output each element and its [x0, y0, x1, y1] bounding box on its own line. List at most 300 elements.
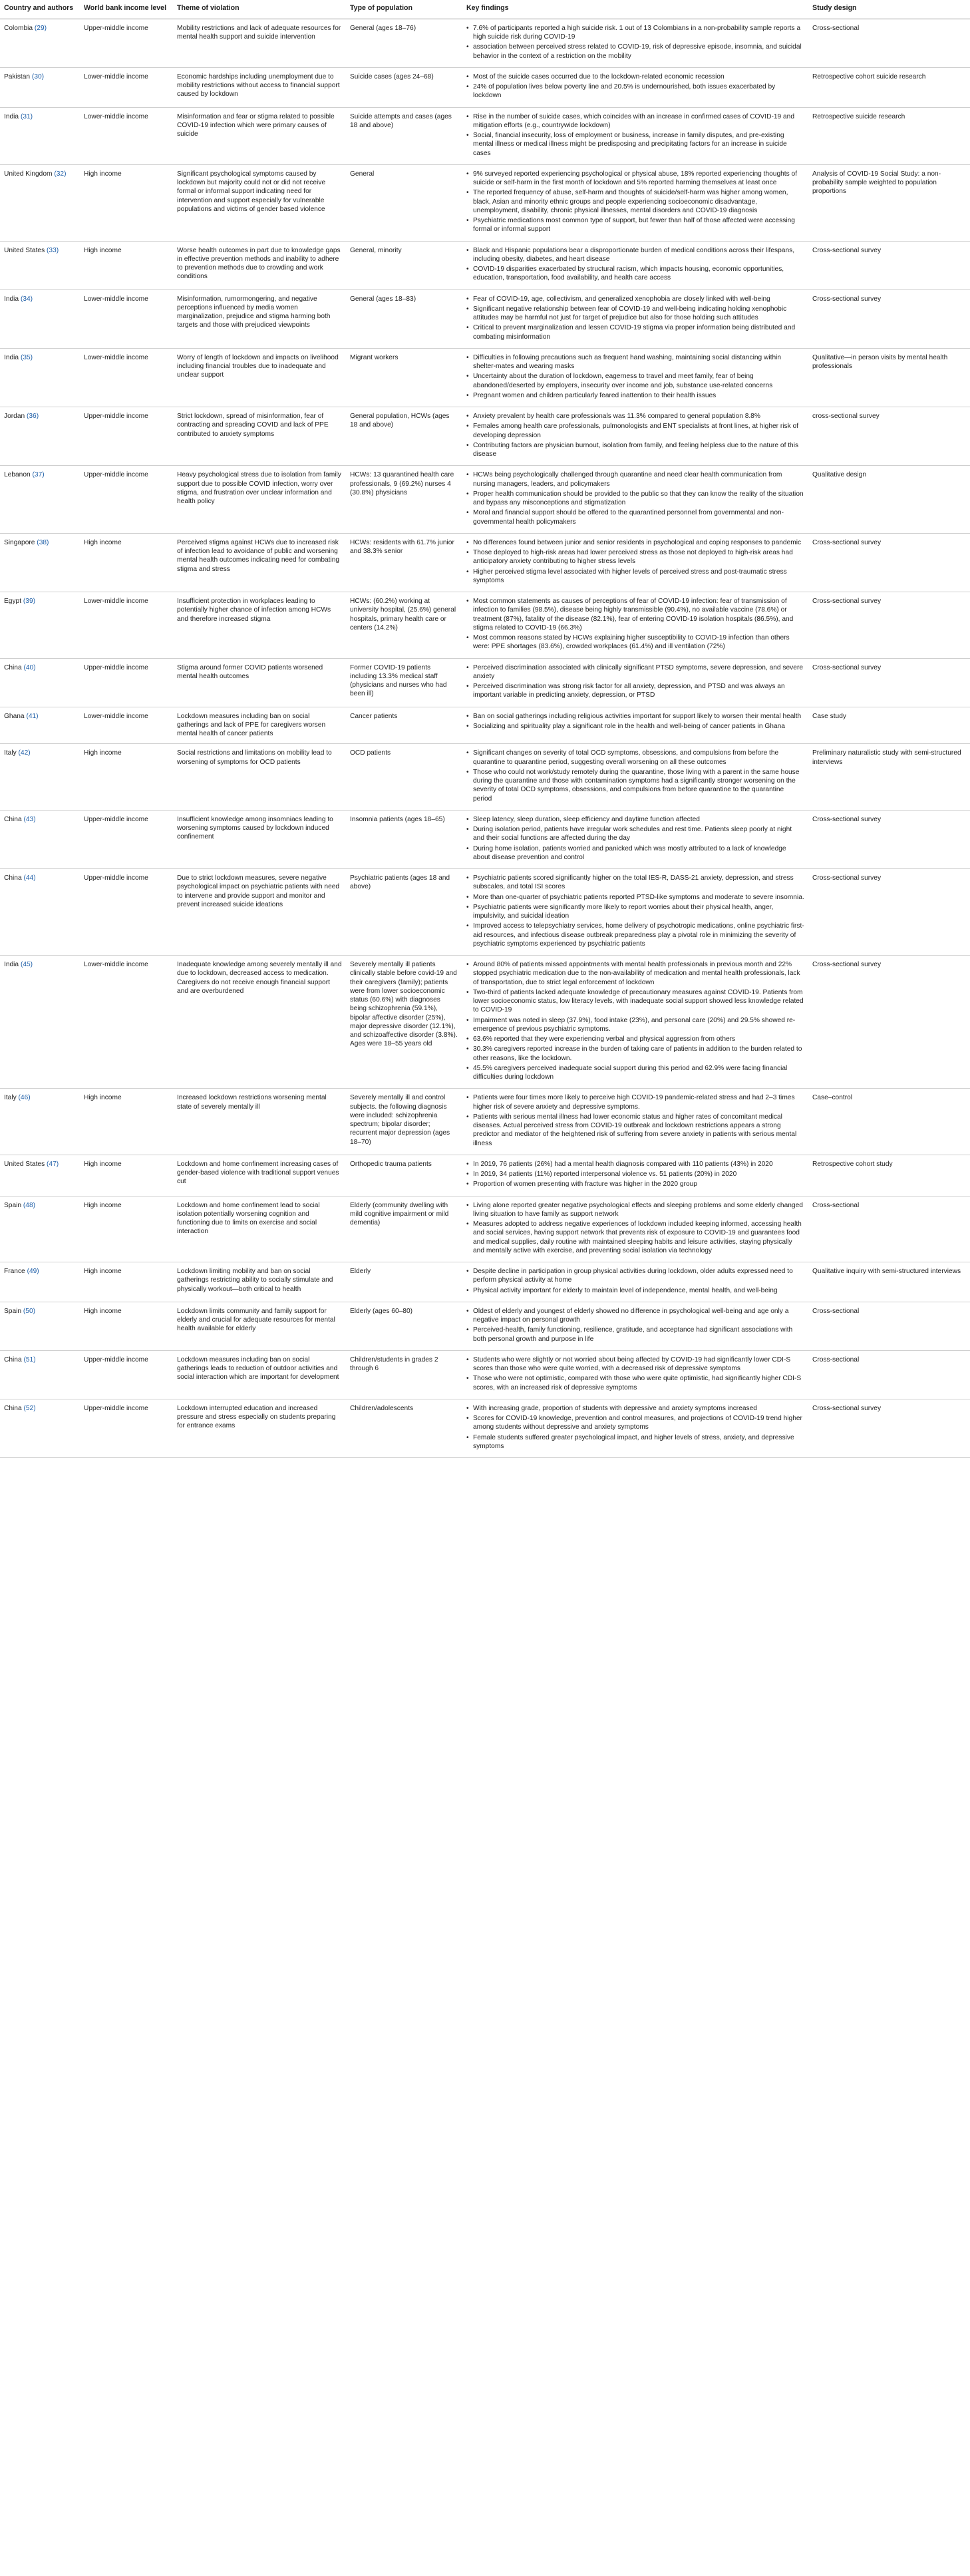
finding-item: • Patients were four times more likely to perceive high COVID-19 pandemic-related stress and had 2–3 times higher risk of severe anxiety and depressive symptoms. — [466, 1093, 804, 1111]
finding-item: • Contributing factors are physician burnout, isolation from family, and feeling helpless due to the nature of this disease — [466, 441, 804, 459]
finding-item: • Perceived-health, family functioning, resilience, gratitude, and acceptance had significant associations with both personal growth and purpose in life — [466, 1326, 804, 1344]
country-cell — [0, 1350, 80, 1399]
country-name: United States — [4, 246, 45, 254]
reference-link[interactable]: (33) — [47, 246, 59, 254]
country-cell — [0, 107, 80, 164]
population-cell: General — [346, 164, 462, 241]
reference-link[interactable]: (30) — [31, 73, 45, 81]
population-cell: Suicide cases (ages 24–68) — [346, 67, 462, 107]
table-row — [0, 164, 970, 241]
study-design-cell: Case study — [808, 707, 970, 744]
income-level-cell: High income — [80, 1155, 173, 1196]
table-row — [0, 407, 970, 466]
finding-item: • Two-third of patients lacked adequate knowledge of precautionary measures against COVID-19. Patients from lower socioeconomic status, low literacy levels, with inadequate social support showed less knowledge related to COVID-19 — [466, 988, 804, 1015]
country-name: Singapore — [4, 538, 35, 546]
finding-item: • Pregnant women and children particularly feared inattention to their health issues — [466, 391, 804, 400]
reference-link[interactable]: (34) — [20, 295, 33, 303]
header-design: Study design — [808, 0, 970, 19]
key-findings-cell — [462, 533, 808, 592]
key-findings-list — [466, 597, 804, 651]
study-design-cell: Cross-sectional survey — [808, 241, 970, 289]
finding-item: • Most of the suicide cases occurred due to the lockdown-related economic recession — [466, 73, 804, 81]
table-row — [0, 810, 970, 868]
key-findings-cell — [462, 466, 808, 534]
finding-item: • More than one-quarter of psychiatric patients reported PTSD-like symptoms and moderate to severe insomnia. — [466, 893, 804, 902]
finding-item: • 24% of population lives below poverty line and 20.5% is undernourished, both issues exacerbated by lockdown — [466, 83, 804, 100]
table-row — [0, 1089, 970, 1155]
finding-item: • Physical activity important for elderly to maintain level of independence, mental health, and well-being — [466, 1286, 804, 1295]
theme-cell: Worse health outcomes in part due to knowledge gaps in effective prevention methods and inability to adhere to prevention methods due to crowding and work conditions — [173, 241, 346, 289]
country-cell — [0, 1302, 80, 1350]
reference-link[interactable]: (44) — [23, 874, 36, 882]
theme-cell: Heavy psychological stress due to isolation from family support due to possible COVID infection, worry over stigma, and frustration over unclear information and health policy — [173, 466, 346, 534]
table-row — [0, 1196, 970, 1262]
income-level-cell: High income — [80, 744, 173, 811]
finding-item: • Living alone reported greater negative psychological effects and sleeping problems and some elderly changed living situation to have family as support network — [466, 1201, 804, 1219]
finding-item: • Impairment was noted in sleep (37.9%), food intake (23%), and personal care (20%) and 29.5% showed re-emergence of previous psychiatric symptoms. — [466, 1016, 804, 1034]
study-design-cell: Cross-sectional survey — [808, 592, 970, 659]
study-design-cell: Cross-sectional survey — [808, 533, 970, 592]
finding-item: • Proper health communication should be provided to the public so that they can know the reality of the situation and bypass any misconceptions and stigmatization — [466, 490, 804, 508]
key-findings-cell — [462, 869, 808, 956]
key-findings-cell — [462, 1302, 808, 1350]
study-design-cell: Cross-sectional survey — [808, 869, 970, 956]
theme-cell: Lockdown measures including ban on social gatherings leads to reduction of outdoor activities and social interaction which are important for development — [173, 1350, 346, 1399]
key-findings-list — [466, 470, 804, 526]
theme-cell: Lockdown and home confinement increasing cases of gender-based violence with traditional support venues cut — [173, 1155, 346, 1196]
finding-item: • With increasing grade, proportion of students with depressive and anxiety symptoms increased — [466, 1404, 804, 1413]
finding-item: • Oldest of elderly and youngest of elderly showed no difference in psychological well-being and age only a negative impact on personal growth — [466, 1307, 804, 1325]
reference-link[interactable]: (50) — [23, 1307, 36, 1315]
study-design-cell: Cross-sectional survey — [808, 810, 970, 868]
key-findings-list — [466, 412, 804, 459]
theme-cell: Misinformation, rumormongering, and negative perceptions influenced by media women marginalization, prejudice and stigma harming both targets and those with prejudiced viewpoints — [173, 289, 346, 348]
study-design-cell: cross-sectional survey — [808, 407, 970, 466]
population-cell: Elderly (community dwelling with mild cognitive impairment or mild dementia) — [346, 1196, 462, 1262]
finding-item: • Sleep latency, sleep duration, sleep efficiency and daytime function affected — [466, 815, 804, 824]
population-cell: General (ages 18–83) — [346, 289, 462, 348]
income-level-cell: Upper-middle income — [80, 19, 173, 67]
key-findings-list — [466, 1201, 804, 1256]
population-cell: Severely mentally ill and control subjects. the following diagnosis were included: schizophrenia spectrum; bipolar disorder; recurrent major depression (ages 18–70) — [346, 1089, 462, 1155]
study-design-cell: Cross-sectional survey — [808, 658, 970, 707]
population-cell: Former COVID-19 patients including 13.3% medical staff (physicians and nurses who had been ill) — [346, 658, 462, 707]
finding-item: • Psychiatric patients scored significantly higher on the total IES-R, DASS-21 anxiety, depression, and stress subscales, and total ISI scores — [466, 874, 804, 892]
reference-link[interactable]: (40) — [23, 663, 36, 671]
key-findings-list — [466, 663, 804, 700]
finding-item: • Black and Hispanic populations bear a disproportionate burden of medical conditions across their lifespans, including obesity, diabetes, and heart disease — [466, 246, 804, 264]
population-cell: Elderly — [346, 1262, 462, 1302]
header-findings: Key findings — [462, 0, 808, 19]
population-cell: General (ages 18–76) — [346, 19, 462, 67]
income-level-cell: Lower-middle income — [80, 592, 173, 659]
finding-item: • Patients with serious mental illness had lower economic status and higher rates of concomitant medical diseases. Actual perceived stress from COVID-19 outbreak and lockdown restrictions appears a strong predictor and mediator of the heightened risk of suffering from severe anxiety in patients with serious mental illness — [466, 1113, 804, 1148]
study-design-cell: Retrospective suicide research — [808, 107, 970, 164]
country-name: Italy — [4, 1094, 17, 1102]
finding-item: • Anxiety prevalent by health care professionals was 11.3% compared to general population 8.8% — [466, 412, 804, 421]
reference-link[interactable]: (49) — [27, 1268, 39, 1276]
reference-link[interactable]: (31) — [20, 112, 33, 120]
reference-link[interactable]: (38) — [37, 538, 49, 546]
key-findings-cell — [462, 810, 808, 868]
key-findings-list — [466, 874, 804, 948]
key-findings-list — [466, 73, 804, 100]
table-row — [0, 658, 970, 707]
finding-item: • Students who were slightly or not worried about being affected by COVID-19 had significantly lower CDI-S scores than those who were quite worried, with a decreased risk of depressive symptoms — [466, 1356, 804, 1374]
country-name: China — [4, 1404, 22, 1412]
country-name: China — [4, 1356, 22, 1364]
theme-cell: Lockdown and home confinement lead to social isolation potentially worsening cognition and functioning due to limits on exercise and social interaction — [173, 1196, 346, 1262]
reference-link[interactable]: (47) — [47, 1160, 59, 1168]
theme-cell: Insufficient knowledge among insomniacs leading to worsening symptoms caused by lockdown induced confinement — [173, 810, 346, 868]
finding-item: • 7.6% of participants reported a high suicide risk. 1 out of 13 Colombians in a non-probability sample reports a high suicide risk during COVID-19 — [466, 24, 804, 42]
key-findings-list — [466, 1093, 804, 1148]
finding-item: • Perceived discrimination associated with clinically significant PTSD symptoms, severe depression, and severe anxiety — [466, 663, 804, 681]
table-row — [0, 592, 970, 659]
income-level-cell: Upper-middle income — [80, 658, 173, 707]
table-row — [0, 744, 970, 811]
table-row — [0, 956, 970, 1089]
finding-item: • Most common reasons stated by HCWs explaining higher susceptibility to COVID-19 infection than others were: PPE shortages (83.6%), crowded workplaces (61.4%) and ill ventilation (72%) — [466, 634, 804, 651]
table-row — [0, 289, 970, 348]
header-country: Country and authors — [0, 0, 80, 19]
country-name: Jordan — [4, 413, 25, 421]
finding-item: • 63.6% reported that they were experiencing verbal and physical aggression from others — [466, 1035, 804, 1043]
table-row — [0, 1399, 970, 1457]
theme-cell: Lockdown limiting mobility and ban on social gatherings restricting ability to socially stimulate and physically workout—both critical to health — [173, 1262, 346, 1302]
study-design-cell: Cross-sectional survey — [808, 1399, 970, 1457]
key-findings-cell — [462, 1196, 808, 1262]
country-cell — [0, 67, 80, 107]
country-cell — [0, 1262, 80, 1302]
theme-cell: Inadequate knowledge among severely mentally ill and due to lockdown, decreased access to medication. Caregivers do not receive enough financial support and are overburdened — [173, 956, 346, 1089]
reference-link[interactable]: (32) — [54, 170, 67, 178]
country-cell — [0, 658, 80, 707]
country-name: France — [4, 1268, 25, 1276]
finding-item: • Uncertainty about the duration of lockdown, eagerness to travel and meet family, fear of being abandoned/deserted by employers, insecurity over income and job, substance use-related concerns — [466, 372, 804, 390]
finding-item: • 45.5% caregivers perceived inadequate social support during this period and 62.9% were facing financial difficulties during lockdown — [466, 1064, 804, 1082]
country-cell — [0, 289, 80, 348]
population-cell: Psychiatric patients (ages 18 and above) — [346, 869, 462, 956]
finding-item: • 9% surveyed reported experiencing psychological or physical abuse, 18% reported experiencing thoughts of suicide or self-harm in the first month of lockdown and 5% reported harming themselves at least once — [466, 170, 804, 188]
theme-cell: Strict lockdown, spread of misinformation, fear of contracting and spreading COVID and lack of PPE contributed to anxiety symptoms — [173, 407, 346, 466]
finding-item: • COVID-19 disparities exacerbated by structural racism, which impacts housing, economic opportunities, education, transportation, food availability, and health care access — [466, 265, 804, 283]
reference-link[interactable]: (39) — [23, 598, 36, 606]
country-name: Spain — [4, 1307, 22, 1315]
population-cell: Suicide attempts and cases (ages 18 and above) — [346, 107, 462, 164]
reference-link[interactable]: (51) — [23, 1356, 36, 1364]
country-cell — [0, 348, 80, 407]
reference-link[interactable]: (42) — [18, 749, 31, 757]
income-level-cell: High income — [80, 1089, 173, 1155]
key-findings-list — [466, 353, 804, 400]
key-findings-list — [466, 815, 804, 862]
population-cell: OCD patients — [346, 744, 462, 811]
key-findings-list — [466, 246, 804, 283]
country-cell — [0, 1196, 80, 1262]
finding-item: • During isolation period, patients have irregular work schedules and rest time. Patients sleep poorly at night and their social functions are affected during the day — [466, 825, 804, 843]
study-design-cell: Retrospective cohort suicide research — [808, 67, 970, 107]
key-findings-list — [466, 295, 804, 341]
study-design-cell: Case–control — [808, 1089, 970, 1155]
finding-item: • Rise in the number of suicide cases, which coincides with an increase in confirmed cases of COVID-19 and mitigation efforts (e.g., countrywide lockdown) — [466, 112, 804, 130]
table-row — [0, 1155, 970, 1196]
key-findings-cell — [462, 241, 808, 289]
income-level-cell: High income — [80, 1302, 173, 1350]
key-findings-list — [466, 1267, 804, 1295]
key-findings-cell — [462, 707, 808, 744]
key-findings-cell — [462, 67, 808, 107]
country-name: Spain — [4, 1201, 22, 1209]
study-design-cell: Retrospective cohort study — [808, 1155, 970, 1196]
header-theme: Theme of violation — [173, 0, 346, 19]
key-findings-list — [466, 960, 804, 1081]
finding-item: • Most common statements as causes of perceptions of fear of COVID-19 infection: fear of transmission of infection to families (98.5%), disease being highly transmissible (90.4%), no available vaccine (78.6%) or treatment (87%), fatality of the disease (82.1%), fear of entering COVID-19 isolation hospitals (86.5%), and stigma related to COVID-19 (66.3%) — [466, 597, 804, 632]
theme-cell: Lockdown limits community and family support for elderly and crucial for adequate resources for mental health available for elderly — [173, 1302, 346, 1350]
country-name: Colombia — [4, 24, 33, 32]
population-cell: Orthopedic trauma patients — [346, 1155, 462, 1196]
key-findings-list — [466, 112, 804, 158]
finding-item: • Female students suffered greater psychological impact, and higher levels of stress, anxiety, and depressive symptoms — [466, 1433, 804, 1451]
country-cell — [0, 19, 80, 67]
country-cell — [0, 1399, 80, 1457]
theme-cell: Due to strict lockdown measures, severe negative psychological impact on psychiatric patients with need to intervene and provide support and monitor and prevent increased suicide ideations — [173, 869, 346, 956]
reference-link[interactable]: (46) — [18, 1094, 31, 1102]
finding-item: • Those who could not work/study remotely during the quarantine, those living with a parent in the same house during the quarantine and those with contamination symptoms had a significantly stronger worsening on the severity of total OCD symptoms, obsessions, and compulsions from before quarantine to the quarantine period — [466, 768, 804, 803]
header-income: World bank income level — [80, 0, 173, 19]
country-cell — [0, 956, 80, 1089]
population-cell: Elderly (ages 60–80) — [346, 1302, 462, 1350]
income-level-cell: High income — [80, 1262, 173, 1302]
key-findings-list — [466, 1160, 804, 1189]
reference-link[interactable]: (48) — [23, 1201, 36, 1209]
country-name: Lebanon — [4, 471, 31, 479]
theme-cell: Worry of length of lockdown and impacts on livelihood including financial troubles due to inadequate and unclear support — [173, 348, 346, 407]
population-cell: General population, HCWs (ages 18 and above) — [346, 407, 462, 466]
finding-item: • Socializing and spirituality play a significant role in the health and well-being of cancer patients in Ghana — [466, 722, 804, 731]
income-level-cell: High income — [80, 241, 173, 289]
income-level-cell: Upper-middle income — [80, 1350, 173, 1399]
table-body — [0, 19, 970, 1457]
population-cell: HCWs: (60.2%) working at university hospital, (25.6%) general hospitals, primary health care or centers (14.2%) — [346, 592, 462, 659]
country-cell — [0, 810, 80, 868]
key-findings-list — [466, 712, 804, 731]
key-findings-list — [466, 1404, 804, 1451]
study-design-cell: Qualitative design — [808, 466, 970, 534]
reference-link[interactable]: (41) — [26, 712, 39, 720]
country-cell — [0, 466, 80, 534]
country-cell — [0, 592, 80, 659]
country-cell — [0, 707, 80, 744]
finding-item: • Ban on social gatherings including religious activities important for support likely to worsen their mental health — [466, 712, 804, 721]
key-findings-cell — [462, 592, 808, 659]
country-cell — [0, 869, 80, 956]
table-row — [0, 19, 970, 67]
population-cell: Children/students in grades 2 through 6 — [346, 1350, 462, 1399]
theme-cell: Significant psychological symptoms caused by lockdown but majority could not or did not receive formal or informal support indicating need for intervention and support especially for vulnerable populations and victims of gender based violence — [173, 164, 346, 241]
key-findings-cell — [462, 1089, 808, 1155]
finding-item: • Those deployed to high-risk areas had lower perceived stress as those not deployed to high-risk areas had anticipatory anxiety contributing to higher stress levels — [466, 548, 804, 566]
key-findings-cell — [462, 1399, 808, 1457]
income-level-cell: Upper-middle income — [80, 466, 173, 534]
key-findings-cell — [462, 1262, 808, 1302]
reference-link[interactable]: (43) — [23, 815, 36, 823]
theme-cell: Perceived stigma against HCWs due to increased risk of infection lead to avoidance of public and worsening mental health outcomes indicating need for combating stigma and stress — [173, 533, 346, 592]
theme-cell: Lockdown interrupted education and increased pressure and stress especially on students preparing for entrance exams — [173, 1399, 346, 1457]
country-name: United Kingdom — [4, 170, 53, 178]
finding-item: • The reported frequency of abuse, self-harm and thoughts of suicide/self-harm was higher among women, black, Asian and minority ethnic groups and people experiencing socioeconomic disadvantage, unemployment, disability, chronic physical illnesses, mental disorders and COVID-19 diagnosis — [466, 188, 804, 215]
country-name: India — [4, 353, 19, 361]
income-level-cell: High income — [80, 1196, 173, 1262]
header-population: Type of population — [346, 0, 462, 19]
table-row — [0, 707, 970, 744]
table-row — [0, 533, 970, 592]
population-cell: Severely mentally ill patients clinically stable before covid-19 and their caregivers (family); patients were from lower socioeconomic status (60.6%) with diagnoses being schizophrenia (59.1%), bipolar affective disorder (25%), major depressive disorder (12.1%), and schizoaffective disorder (3.8%). Ages were 18–55 years old — [346, 956, 462, 1089]
population-cell: Insomnia patients (ages 18–65) — [346, 810, 462, 868]
country-name: China — [4, 874, 22, 882]
income-level-cell: Lower-middle income — [80, 707, 173, 744]
population-cell: General, minority — [346, 241, 462, 289]
study-design-cell: Preliminary naturalistic study with semi-structured interviews — [808, 744, 970, 811]
country-cell — [0, 1155, 80, 1196]
country-cell — [0, 407, 80, 466]
population-cell: HCWs: 13 quarantined health care professionals, 9 (69.2%) nurses 4 (30.8%) physicians — [346, 466, 462, 534]
finding-item: • Scores for COVID-19 knowledge, prevention and control measures, and projections of COVID-19 trend higher among students without depressive and anxiety symptoms — [466, 1414, 804, 1432]
finding-item: • Perceived discrimination was strong risk factor for all anxiety, depression, and PTSD and was always an important variable in predicting anxiety, depression, or PTSD — [466, 682, 804, 700]
population-cell: Migrant workers — [346, 348, 462, 407]
income-level-cell: Lower-middle income — [80, 107, 173, 164]
study-design-cell: Qualitative inquiry with semi-structured interviews — [808, 1262, 970, 1302]
study-design-cell: Analysis of COVID-19 Social Study: a non-probability sample weighted to population proportions — [808, 164, 970, 241]
income-level-cell: Upper-middle income — [80, 869, 173, 956]
finding-item: • Around 80% of patients missed appointments with mental health professionals in previous month and 22% stopped psychiatric medication due to the non-availability of medication and mental health professionals, lack of transportation, due to strict legal enforcement of lockdown — [466, 960, 804, 987]
key-findings-list — [466, 170, 804, 234]
country-cell — [0, 241, 80, 289]
finding-item: • Difficulties in following precautions such as frequent hand washing, maintaining social distancing within shelter-mates and wearing masks — [466, 353, 804, 371]
income-level-cell: Upper-middle income — [80, 1399, 173, 1457]
key-findings-cell — [462, 107, 808, 164]
theme-cell: Lockdown measures including ban on social gatherings and lack of PPE for caregivers worsen mental health of cancer patients — [173, 707, 346, 744]
country-cell — [0, 744, 80, 811]
study-design-cell: Cross-sectional survey — [808, 289, 970, 348]
reference-link[interactable]: (29) — [34, 24, 47, 32]
reference-link[interactable]: (52) — [23, 1404, 36, 1412]
key-findings-cell — [462, 1350, 808, 1399]
finding-item: • Higher perceived stigma level associated with higher levels of perceived stress and post-traumatic stress symptoms — [466, 568, 804, 586]
table-row — [0, 869, 970, 956]
income-level-cell: Upper-middle income — [80, 407, 173, 466]
country-name: India — [4, 112, 19, 120]
table-row — [0, 1350, 970, 1399]
finding-item: • Fear of COVID-19, age, collectivism, and generalized xenophobia are closely linked with well-being — [466, 295, 804, 303]
finding-item: • Significant negative relationship between fear of COVID-19 and well-being indicating holding xenophobic attitudes may be harmful not just for target of prejudice but also for those holding such attitudes — [466, 305, 804, 323]
study-design-cell: Cross-sectional — [808, 19, 970, 67]
theme-cell: Economic hardships including unemployment due to mobility restrictions without access to financial support caused by lockdown — [173, 67, 346, 107]
finding-item: • In 2019, 76 patients (26%) had a mental health diagnosis compared with 110 patients (43%) in 2020 — [466, 1160, 804, 1169]
table-row — [0, 241, 970, 289]
study-design-cell: Qualitative—in person visits by mental health professionals — [808, 348, 970, 407]
key-findings-list — [466, 24, 804, 61]
key-findings-cell — [462, 164, 808, 241]
income-level-cell: Lower-middle income — [80, 956, 173, 1089]
key-findings-cell — [462, 658, 808, 707]
income-level-cell: High income — [80, 533, 173, 592]
finding-item: • Those who were not optimistic, compared with those who were quite optimistic, had significantly higher CDI-S scores, with an increased risk of depressive symptoms — [466, 1374, 804, 1392]
country-cell — [0, 1089, 80, 1155]
theme-cell: Social restrictions and limitations on mobility lead to worsening of symptoms for OCD patients — [173, 744, 346, 811]
key-findings-cell — [462, 348, 808, 407]
finding-item: • Improved access to telepsychiatry services, home delivery of psychotropic medications, online psychiatric first-aid resources, and infectious disease outbreak preparedness play a pivotal role in minimizing the severity of psychiatric symptoms experienced by psychiatric patients — [466, 922, 804, 948]
finding-item: • Critical to prevent marginalization and lessen COVID-19 stigma via proper information being distributed and combating misinformation — [466, 323, 804, 341]
country-name: Ghana — [4, 712, 25, 720]
income-level-cell: Lower-middle income — [80, 67, 173, 107]
key-findings-list — [466, 538, 804, 585]
country-name: Egypt — [4, 598, 22, 606]
country-name: China — [4, 815, 22, 823]
country-name: Pakistan — [4, 73, 31, 81]
population-cell: Cancer patients — [346, 707, 462, 744]
finding-item: • Social, financial insecurity, loss of employment or business, increase in family disputes, and pre-existing mental illness or medical illness might be predisposing and precipitating factors for an increase in suicide cases — [466, 131, 804, 158]
key-findings-cell — [462, 956, 808, 1089]
income-level-cell: Lower-middle income — [80, 348, 173, 407]
finding-item: • Psychiatric patients were significantly more likely to report worries about their physical health, anger, impulsivity, and suicidal ideation — [466, 903, 804, 921]
table-row — [0, 1262, 970, 1302]
theme-cell: Stigma around former COVID patients worsened mental health outcomes — [173, 658, 346, 707]
table-row — [0, 348, 970, 407]
country-name: India — [4, 295, 19, 303]
key-findings-list — [466, 749, 804, 803]
study-design-cell: Cross-sectional survey — [808, 956, 970, 1089]
population-cell: HCWs: residents with 61.7% junior and 38.3% senior — [346, 533, 462, 592]
study-design-cell: Cross-sectional — [808, 1302, 970, 1350]
income-level-cell: Upper-middle income — [80, 810, 173, 868]
table-row — [0, 1302, 970, 1350]
country-name: United States — [4, 1160, 45, 1168]
finding-item: • Psychiatric medications most common type of support, but fewer than half of those affected were accessing formal or informal support — [466, 216, 804, 234]
table-header — [0, 0, 970, 19]
population-cell: Children/adolescents — [346, 1399, 462, 1457]
reference-link[interactable]: (37) — [32, 471, 45, 479]
finding-item: • Significant changes on severity of total OCD symptoms, obsessions, and compulsions from before the quarantine to quarantine period, suggesting overall worsening on all these outcomes — [466, 749, 804, 767]
theme-cell: Increased lockdown restrictions worsening mental state of severely mentally ill — [173, 1089, 346, 1155]
reference-link[interactable]: (35) — [20, 353, 33, 361]
finding-item: • association between perceived stress related to COVID-19, risk of depressive episode, insomnia, and suicidal behavior in the context of a restriction on the mobility — [466, 43, 804, 61]
table-row — [0, 107, 970, 164]
study-design-cell: Cross-sectional — [808, 1196, 970, 1262]
country-cell — [0, 164, 80, 241]
table-row — [0, 67, 970, 107]
header-row — [0, 0, 970, 19]
income-level-cell: High income — [80, 164, 173, 241]
key-findings-cell — [462, 1155, 808, 1196]
finding-item: • In 2019, 34 patients (11%) reported interpersonal violence vs. 51 patients (20%) in 2020 — [466, 1170, 804, 1179]
finding-item: • Measures adopted to address negative experiences of lockdown included keeping informed, accessing health and social services, having support network that prevents risk of exposure to COVID-19 and guarantees food and medical supplies, daily routine with maintained sleeping habits and leisure activities, staying physically and mentally active with exercise, and preventing social isolation via technology — [466, 1220, 804, 1255]
country-name: Italy — [4, 749, 17, 757]
finding-item: • Females among health care professionals, pulmonologists and ENT specialists at front lines, at higher risk of developing depression — [466, 422, 804, 440]
finding-item: • 30.3% caregivers reported increase in the burden of taking care of patients in addition to the burden related to other reasons, like the lockdown. — [466, 1045, 804, 1063]
reference-link[interactable]: (45) — [20, 961, 33, 969]
study-design-cell: Cross-sectional — [808, 1350, 970, 1399]
table-row — [0, 466, 970, 534]
key-findings-cell — [462, 744, 808, 811]
country-cell — [0, 533, 80, 592]
finding-item: • Moral and financial support should be offered to the quarantined personnel from governmental and non-governmental health policymakers — [466, 508, 804, 526]
finding-item: • During home isolation, patients worried and panicked which was mostly attributed to a lack of knowledge about disease prevention and control — [466, 844, 804, 862]
theme-cell: Insufficient protection in workplaces leading to potentially higher chance of infection among HCWs and therefore increased stigma — [173, 592, 346, 659]
finding-item: • No differences found between junior and senior residents in psychological and coping responses to pandemic — [466, 538, 804, 547]
country-name: China — [4, 663, 22, 671]
reference-link[interactable]: (36) — [27, 413, 39, 421]
